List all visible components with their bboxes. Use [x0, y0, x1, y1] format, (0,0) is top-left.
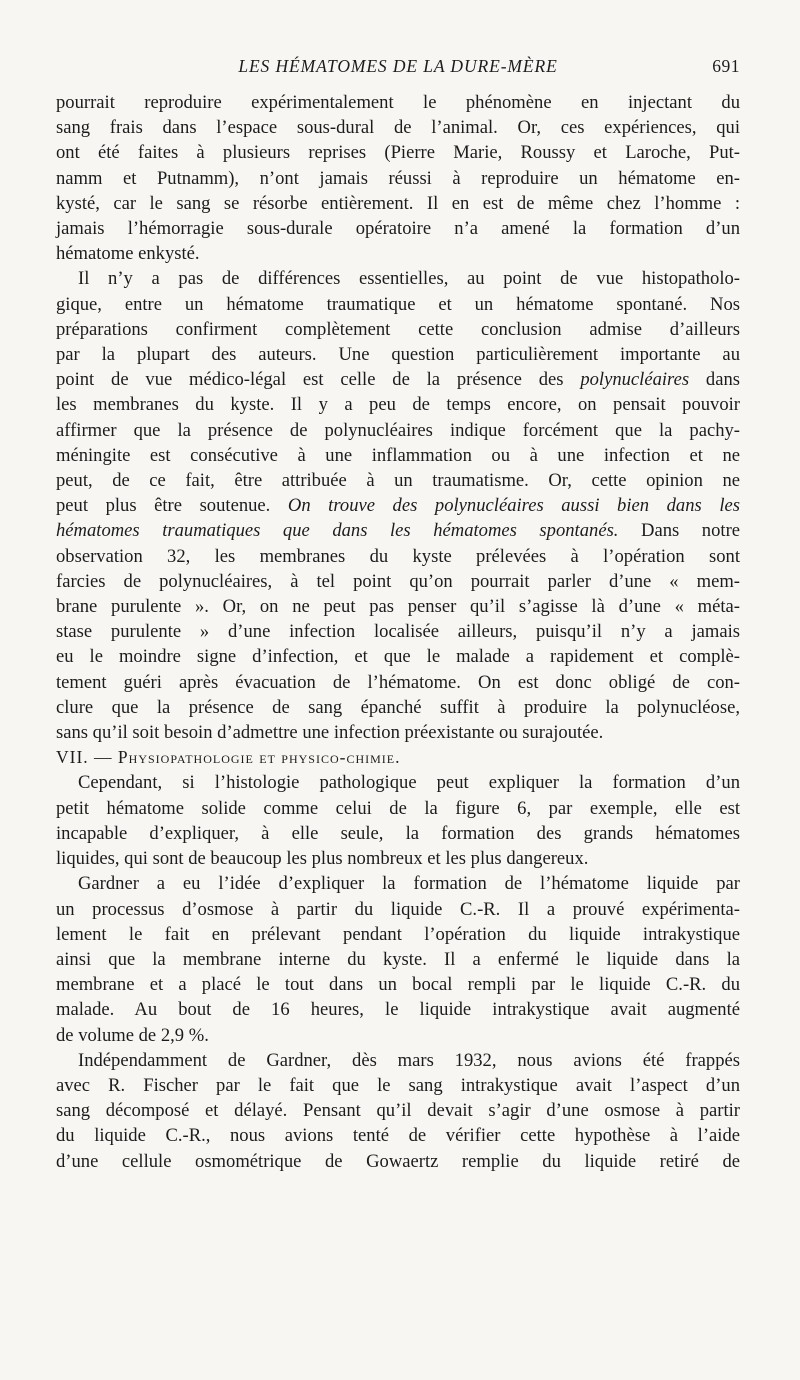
text-line: méningite est consécutive à une inflammation ou à une infection et ne — [56, 444, 740, 466]
paragraph-4 — [56, 871, 740, 1047]
section-heading — [56, 745, 740, 770]
text-line: préparations confirment complètement cette conclusion admise d’ailleurs — [56, 318, 740, 340]
paragraph-3 — [56, 770, 740, 871]
text-line: ont été faites à plusieurs reprises (Pierre Marie, Roussy et Laroche, Put- — [56, 142, 740, 164]
text-line: par la plupart des auteurs. Une question particulièrement importante au — [56, 344, 740, 366]
text-line: peut, de ce fait, être attribuée à un traumatisme. Or, cette opinion ne — [56, 470, 740, 492]
text-line: farcies de polynucléaires, à tel point qu’on pourrait parler d’une « mem- — [56, 570, 740, 592]
text-line: sang décomposé et délayé. Pensant qu’il devait s’agir d’une osmose à partir — [56, 1100, 740, 1122]
text-line: Il n’y a pas de différences essentielles, au point de vue histopatholo- — [78, 268, 740, 290]
text-line: brane purulente ». Or, on ne peut pas penser qu’il s’agisse là d’une « méta- — [56, 596, 740, 618]
text-line: stase purulente » d’une infection localisée ailleurs, puisqu’il n’y a jamais — [56, 621, 740, 643]
text-line: observation 32, les membranes du kyste prélevées à l’opération sont — [56, 545, 740, 567]
section-title: Physiopathologie et physico-chimie. — [117, 747, 401, 768]
text-line: eu le moindre signe d’infection, et que le malade a rapidement et complè- — [56, 646, 740, 668]
section-number: VII. — — [56, 747, 113, 768]
paragraph-2 — [56, 266, 740, 745]
paragraph-5 — [56, 1048, 740, 1174]
text-line: hématome enkysté. — [56, 243, 200, 265]
text-line: hématomes traumatiques que dans les hématomes spontanés. Dans notre — [56, 520, 741, 542]
text-line: lement le fait en prélevant pendant l’opération du liquide intrakystique — [56, 923, 740, 945]
text-line: membrane et a placé le tout dans un bocal rempli par le liquide C.-R. du — [56, 974, 740, 996]
text-line: Indépendamment de Gardner, dès mars 1932, nous avions été frappés — [78, 1049, 740, 1071]
text-line: liquides, qui sont de beaucoup les plus nombreux et les plus dangereux. — [56, 848, 589, 870]
text-line: affirmer que la présence de polynucléaires indique forcément que la pachy- — [56, 419, 740, 441]
text-line: clure que la présence de sang épanché suffit à produire la polynucléose, — [56, 696, 740, 718]
text-line: avec R. Fischer par le fait que le sang intrakystique avait l’aspect d’un — [56, 1074, 740, 1096]
text-line: d’une cellule osmométrique de Gowaertz remplie du liquide retiré de — [56, 1150, 740, 1172]
body-text — [56, 90, 740, 1174]
text-line: malade. Au bout de 16 heures, le liquide intrakystique avait augmenté — [56, 999, 740, 1021]
italic-term: polynucléaires — [580, 369, 690, 391]
text-line: peut plus être soutenue. On trouve des polynucléaires aussi bien dans les — [56, 495, 740, 517]
italic-statement: On trouve des polynucléaires aussi bien dans les — [287, 495, 740, 517]
page-number: 691 — [712, 56, 740, 76]
text-line: gique, entre un hématome traumatique et un hématome spontané. Nos — [56, 293, 740, 315]
text-line: incapable d’expliquer, à elle seule, la formation des grands hématomes — [56, 822, 740, 844]
text-line: du liquide C.-R., nous avions tenté de vérifier cette hypothèse à l’aide — [56, 1125, 740, 1147]
text-line: les membranes du kyste. Il y a peu de temps encore, on pensait pouvoir — [56, 394, 740, 416]
text-line: sans qu’il soit besoin d’admettre une infection préexistante ou surajoutée. — [56, 722, 604, 744]
text-line: Cependant, si l’histologie pathologique peut expliquer la formation d’un — [78, 772, 740, 794]
text-line: ainsi que la membrane interne du kyste. Il a enfermé le liquide dans la — [56, 948, 740, 970]
text-line: un processus d’osmose à partir du liquide C.-R. Il a prouvé expérimenta- — [56, 898, 740, 920]
text-line: tement guéri après évacuation de l’hématome. On est donc obligé de con- — [56, 671, 740, 693]
text-line: pourrait reproduire expérimentalement le phénomène en injectant du — [56, 92, 740, 113]
text-line: point de vue médico-légal est celle de la présence des polynucléaires dans — [56, 369, 740, 391]
running-title: LES HÉMATOMES DE LA DURE-MÈRE — [238, 56, 558, 76]
text-line: jamais l’hémorragie sous-durale opératoire n’a amené la formation d’un — [56, 218, 740, 240]
text-line: de volume de 2,9 %. — [56, 1024, 209, 1046]
text-line: sang frais dans l’espace sous-dural de l’animal. Or, ces expériences, qui — [56, 117, 740, 139]
italic-statement: hématomes traumatiques que dans les hématomes spontanés. — [56, 520, 619, 542]
text-line: petit hématome solide comme celui de la figure 6, par exemple, elle est — [56, 797, 740, 819]
text-line: kysté, car le sang se résorbe entièrement. Il en est de même chez l’homme : — [56, 192, 740, 214]
text-line: namm et Putnamm), n’ont jamais réussi à reproduire un hématome en- — [56, 167, 740, 189]
page-header — [56, 56, 740, 82]
text-line: Gardner a eu l’idée d’expliquer la formation de l’hématome liquide par — [78, 873, 740, 895]
paragraph-1 — [56, 90, 740, 266]
